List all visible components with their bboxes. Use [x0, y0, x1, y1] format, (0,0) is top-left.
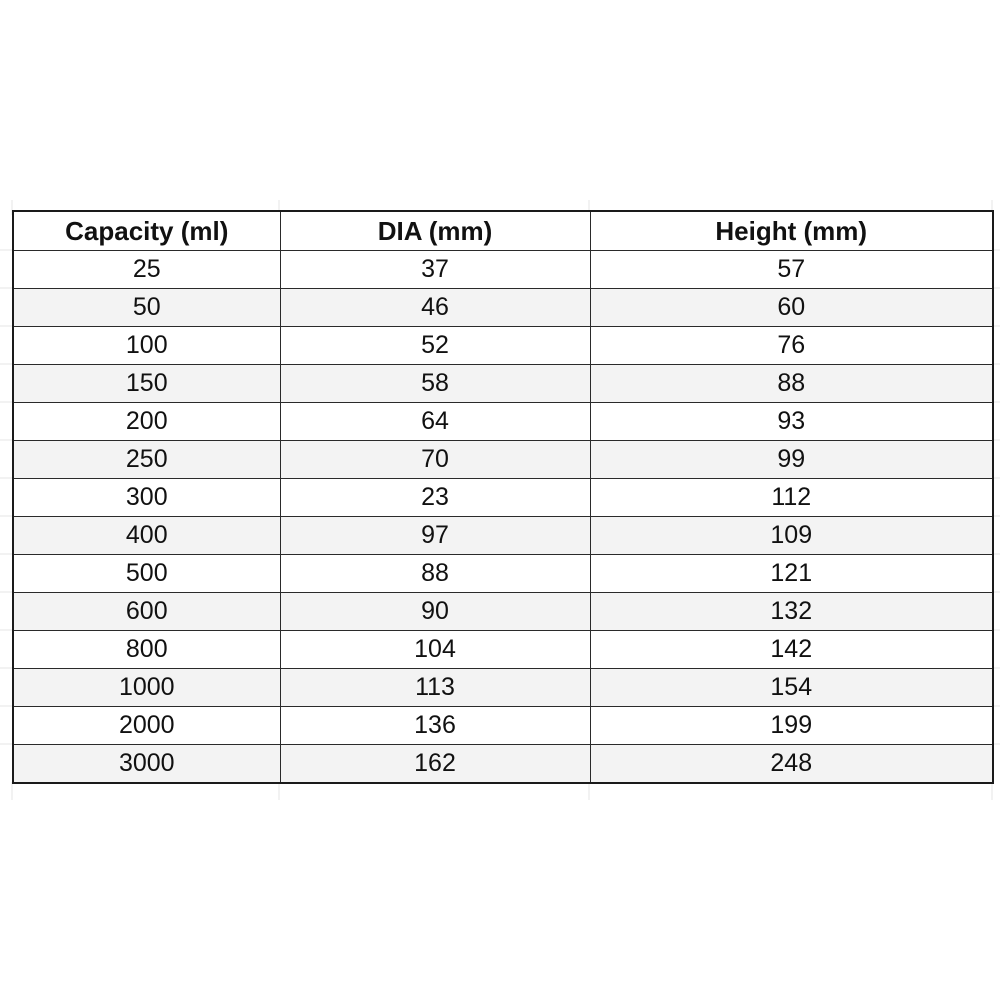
table-header-row [13, 211, 993, 251]
cell-capacity: 50 [13, 289, 280, 327]
table-row [13, 669, 993, 707]
cell-height: 76 [590, 327, 993, 365]
cell-dia: 90 [280, 593, 590, 631]
cell-dia: 64 [280, 403, 590, 441]
cell-dia: 136 [280, 707, 590, 745]
cell-dia: 52 [280, 327, 590, 365]
cell-capacity: 800 [13, 631, 280, 669]
cell-dia: 97 [280, 517, 590, 555]
cell-capacity: 400 [13, 517, 280, 555]
table-row [13, 593, 993, 631]
cell-capacity: 600 [13, 593, 280, 631]
cell-height: 248 [590, 745, 993, 784]
cell-capacity: 25 [13, 251, 280, 289]
cell-capacity: 150 [13, 365, 280, 403]
cell-dia: 113 [280, 669, 590, 707]
cell-dia: 88 [280, 555, 590, 593]
cell-height: 132 [590, 593, 993, 631]
table-row [13, 555, 993, 593]
cell-height: 154 [590, 669, 993, 707]
cell-height: 109 [590, 517, 993, 555]
table-row [13, 289, 993, 327]
capacity-spec-table [12, 210, 994, 784]
cell-dia: 58 [280, 365, 590, 403]
table-row [13, 631, 993, 669]
cell-dia: 104 [280, 631, 590, 669]
cell-dia: 70 [280, 441, 590, 479]
cell-dia: 23 [280, 479, 590, 517]
cell-height: 121 [590, 555, 993, 593]
cell-height: 99 [590, 441, 993, 479]
table-row [13, 707, 993, 745]
cell-capacity: 100 [13, 327, 280, 365]
cell-capacity: 3000 [13, 745, 280, 784]
cell-height: 199 [590, 707, 993, 745]
cell-height: 60 [590, 289, 993, 327]
cell-height: 93 [590, 403, 993, 441]
cell-capacity: 500 [13, 555, 280, 593]
cell-height: 88 [590, 365, 993, 403]
cell-dia: 162 [280, 745, 590, 784]
table-row [13, 479, 993, 517]
table-row [13, 517, 993, 555]
table-row [13, 251, 993, 289]
cell-height: 142 [590, 631, 993, 669]
cell-capacity: 300 [13, 479, 280, 517]
cell-dia: 37 [280, 251, 590, 289]
table-row [13, 403, 993, 441]
table-row [13, 441, 993, 479]
table-row [13, 365, 993, 403]
cell-dia: 46 [280, 289, 590, 327]
header-dia: DIA (mm) [280, 211, 590, 251]
table-row [13, 327, 993, 365]
cell-capacity: 250 [13, 441, 280, 479]
header-height: Height (mm) [590, 211, 993, 251]
header-capacity: Capacity (ml) [13, 211, 280, 251]
cell-capacity: 2000 [13, 707, 280, 745]
cell-capacity: 1000 [13, 669, 280, 707]
table-row [13, 745, 993, 784]
cell-height: 57 [590, 251, 993, 289]
cell-capacity: 200 [13, 403, 280, 441]
cell-height: 112 [590, 479, 993, 517]
